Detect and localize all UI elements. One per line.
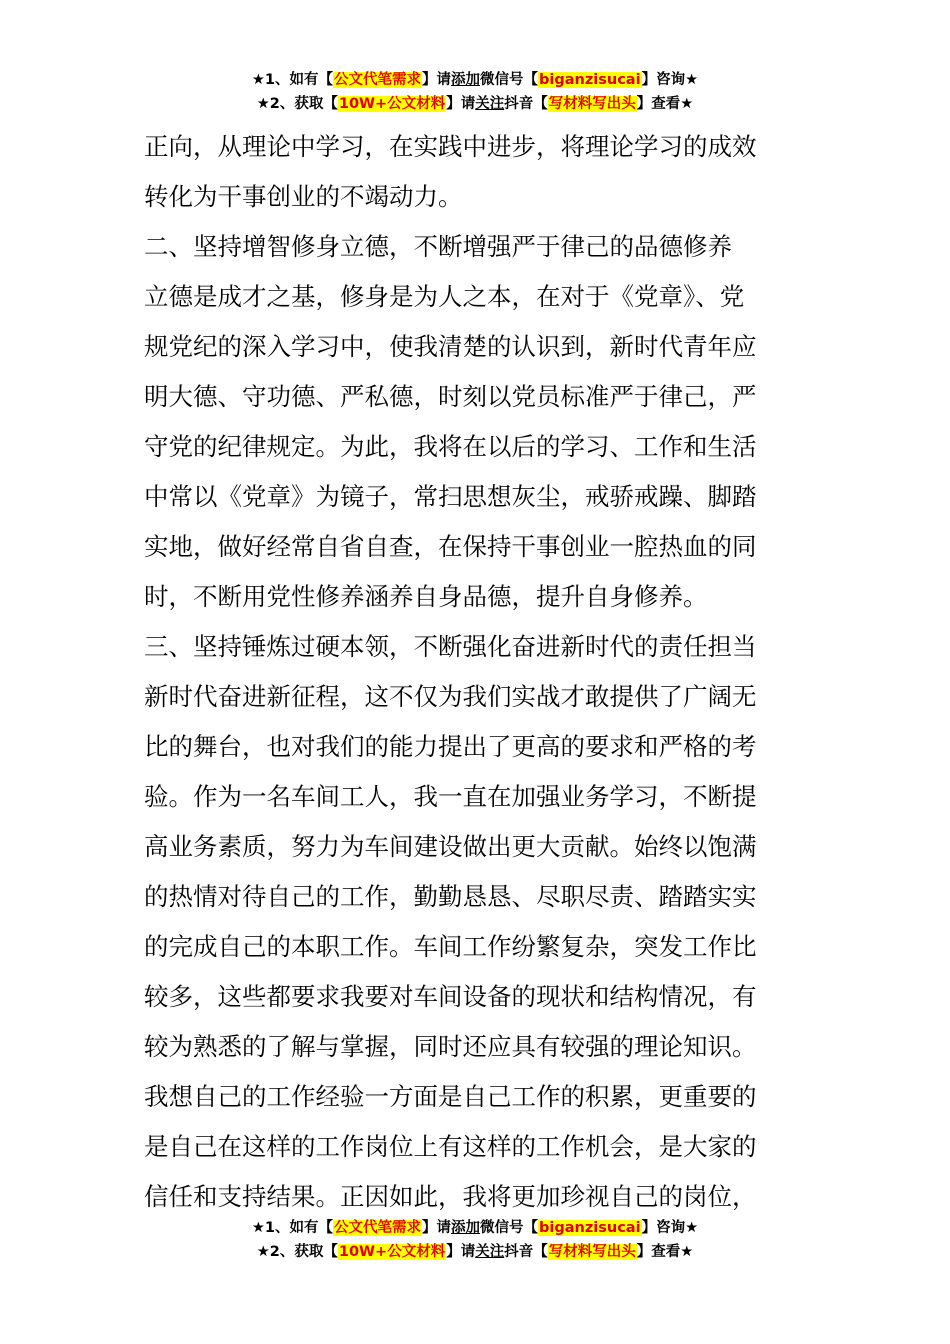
banner-line-1: [0, 68, 950, 92]
footer-banner: [0, 1216, 950, 1264]
banner-text: 1、如有【: [264, 1220, 334, 1236]
banner-line-2: [0, 1240, 950, 1264]
banner-text: 关注: [475, 96, 505, 112]
body-line: 新时代奋进新征程，这不仅为我们实战才敢提供了广阔无: [144, 682, 757, 711]
banner-text: 】查看★: [636, 1244, 694, 1260]
highlight-text: 公文代笔需求: [334, 1220, 422, 1236]
douyin-id: 写材料写出头: [548, 1244, 636, 1260]
banner-line-2: [0, 92, 950, 116]
wechat-id: biganzisucai: [539, 72, 641, 88]
body-line: 正向，从理论中学习，在实践中进步，将理论学习的成效: [144, 132, 757, 161]
body-line: 实地，做好经常自省自查，在保持干事创业一腔热血的同: [144, 532, 757, 561]
body-line: 信任和支持结果。正因如此，我将更加珍视自己的岗位，: [144, 1182, 757, 1211]
body-line: 是自己在这样的工作岗位上有这样的工作机会，是大家的: [144, 1132, 757, 1161]
banner-text: 】查看★: [636, 96, 694, 112]
banner-text: 添加: [451, 1220, 481, 1236]
body-line: 高业务素质，努力为车间建设做出更大贡献。始终以饱满: [144, 832, 757, 861]
banner-text: 抖音【: [504, 96, 548, 112]
highlight-text: 公文代笔需求: [334, 72, 422, 88]
body-line: 的热情对待自己的工作，勤勤恳恳、尽职尽责、踏踏实实: [144, 882, 757, 911]
body-line: 明大德、守功德、严私德，时刻以党员标准严于律己，严: [144, 382, 757, 411]
body-line: 立德是成才之基，修身是为人之本，在对于《党章》、党: [144, 282, 745, 311]
banner-text: 】咨询★: [641, 72, 699, 88]
banner-text: 2、获取【: [269, 96, 338, 112]
highlight-text: 10W+公文材料: [338, 1244, 446, 1260]
body-line: 我想自己的工作经验一方面是自己工作的积累，更重要的: [144, 1082, 757, 1111]
header-banner: [0, 68, 950, 116]
banner-text: 1、如有【: [264, 72, 334, 88]
body-line: 转化为干事创业的不竭动力。: [144, 182, 463, 211]
banner-text: 关注: [475, 1244, 505, 1260]
banner-text: 微信号【: [480, 1220, 539, 1236]
body-line: 的完成自己的本职工作。车间工作纷繁复杂，突发工作比: [144, 932, 757, 961]
document-body: [144, 122, 816, 1222]
body-line: 验。作为一名车间工人，我一直在加强业务学习，不断提: [144, 782, 757, 811]
body-line: 规党纪的深入学习中，使我清楚的认识到，新时代青年应: [144, 332, 757, 361]
douyin-id: 写材料写出头: [548, 96, 636, 112]
banner-text: 抖音【: [504, 1244, 548, 1260]
body-line: 较多，这些都要求我要对车间设备的现状和结构情况，有: [144, 982, 757, 1011]
body-line: 比的舞台，也对我们的能力提出了更高的要求和严格的考: [144, 732, 757, 761]
body-line: 中常以《党章》为镜子，常扫思想灰尘，戒骄戒躁、脚踏: [144, 482, 757, 511]
highlight-text: 10W+公文材料: [338, 96, 446, 112]
body-line: 较为熟悉的了解与掌握，同时还应具有较强的理论知识。: [144, 1032, 757, 1061]
banner-text: 】请: [422, 1220, 452, 1236]
section-heading: 二、坚持增智修身立德，不断增强严于律己的品德修养: [144, 232, 732, 261]
banner-text: 】咨询★: [641, 1220, 699, 1236]
star-icon: ★: [256, 96, 270, 112]
banner-text: 】请: [446, 96, 476, 112]
star-icon: ★: [256, 1244, 270, 1260]
star-icon: ★: [251, 1220, 265, 1236]
banner-line-1: [0, 1216, 950, 1240]
banner-text: 】请: [422, 72, 452, 88]
banner-text: 2、获取【: [269, 1244, 338, 1260]
wechat-id: biganzisucai: [539, 1220, 641, 1236]
body-line: 时，不断用党性修养涵养自身品德，提升自身修养。: [144, 582, 708, 611]
section-heading: 三、坚持锤炼过硬本领，不断强化奋进新时代的责任担当: [144, 632, 757, 661]
banner-text: 】请: [446, 1244, 476, 1260]
body-line: 守党的纪律规定。为此，我将在以后的学习、工作和生活: [144, 432, 757, 461]
banner-text: 添加: [451, 72, 481, 88]
banner-text: 微信号【: [480, 72, 539, 88]
star-icon: ★: [251, 72, 265, 88]
